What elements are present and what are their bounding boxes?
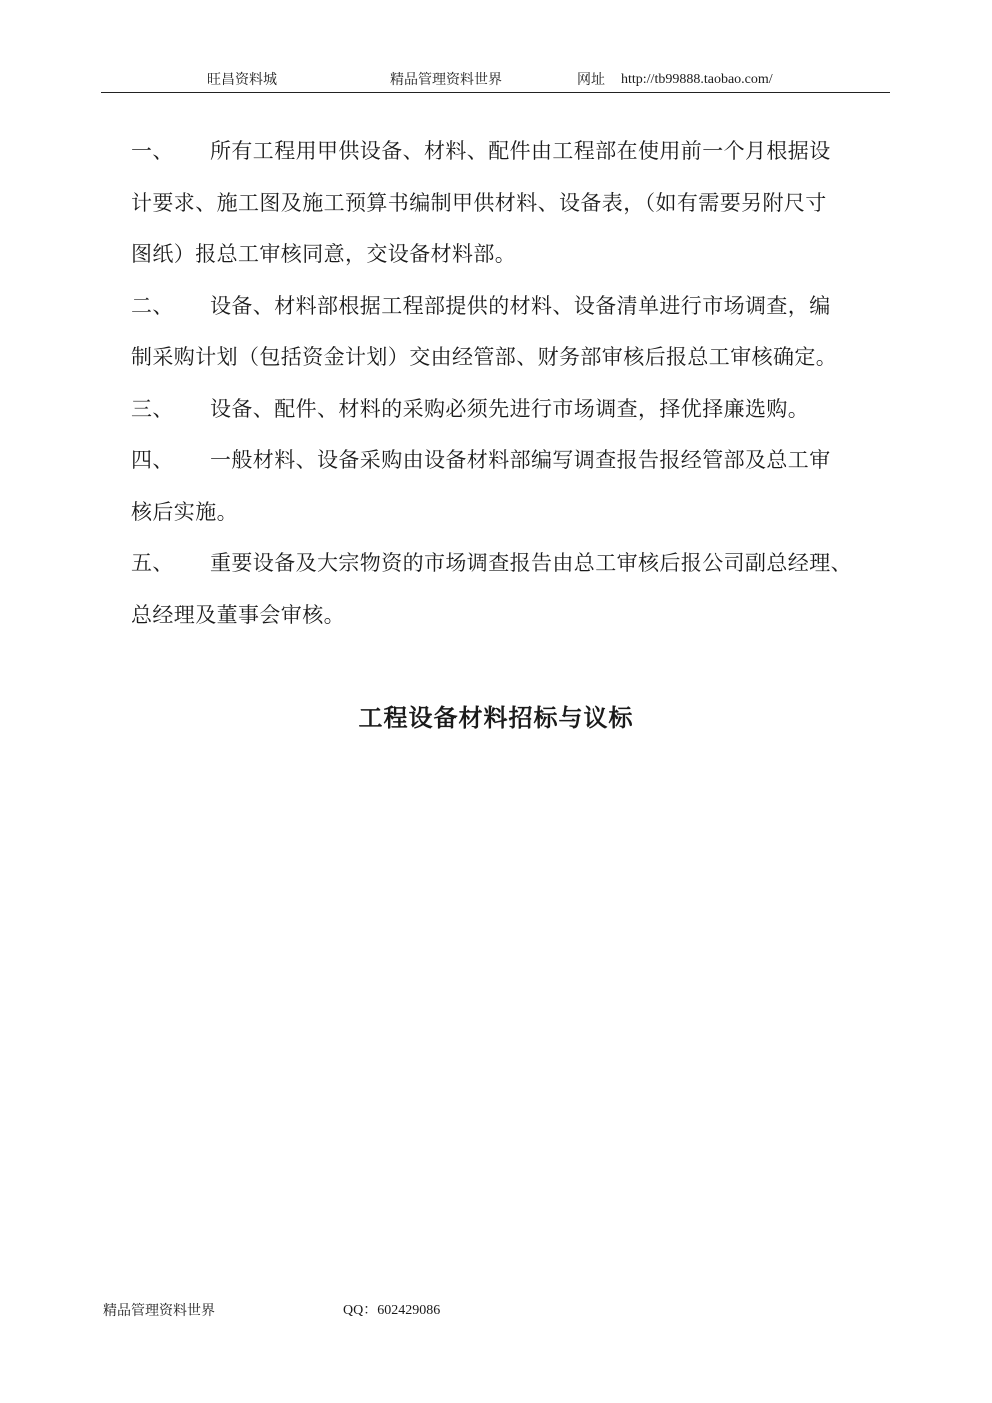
paragraph-4-cont (131, 487, 896, 539)
header-divider (101, 92, 890, 93)
paragraph-line: 核后实施。 (131, 499, 238, 524)
paragraph-number: 五、 (131, 551, 174, 575)
paragraph-4 (131, 435, 896, 487)
paragraph-5-cont (131, 590, 896, 642)
paragraph-line: 设备、配件、材料的采购必须先进行市场调查，择优择廉选购。 (210, 396, 810, 421)
paragraph-line: 重要设备及大宗物资的市场调查报告由总工审核后报公司副总经理、 (210, 551, 852, 575)
paragraph-line: 总经理及董事会审核。 (131, 602, 345, 627)
page-header (0, 70, 992, 94)
paragraph-line: 图纸）报总工审核同意，交设备材料部。 (131, 242, 517, 266)
header-site-label: 网址 (577, 72, 605, 88)
footer-world-name: 精品管理资料世界 (103, 1303, 215, 1319)
paragraph-5 (131, 538, 896, 590)
paragraph-line: 所有工程用甲供设备、材料、配件由工程部在使用前一个月根据设 (210, 139, 831, 163)
section-title: 工程设备材料招标与议标 (358, 704, 634, 732)
paragraph-number: 三、 (131, 396, 174, 421)
paragraph-2 (131, 281, 896, 333)
paragraph-1 (131, 126, 896, 178)
paragraph-number: 一、 (131, 139, 174, 163)
header-site-url[interactable]: http://tb99888.taobao.com/ (621, 72, 773, 87)
paragraph-line: 一般材料、设备采购由设备材料部编写调查报告报经管部及总工审 (210, 448, 831, 472)
paragraph-number: 二、 (131, 293, 174, 318)
footer-qq: QQ：602429086 (343, 1303, 441, 1318)
paragraph-1-cont (131, 229, 896, 281)
paragraph-3 (131, 384, 896, 436)
document-body (131, 126, 896, 641)
paragraph-2-cont (131, 332, 896, 384)
paragraph-number: 四、 (131, 448, 174, 472)
paragraph-1-cont (131, 178, 896, 230)
paragraph-line: 制采购计划（包括资金计划）交由经管部、财务部审核后报总工审核确定。 (131, 345, 838, 369)
header-shop-name: 旺昌资料城 (207, 72, 277, 88)
header-world-name: 精品管理资料世界 (390, 72, 502, 88)
paragraph-line: 设备、材料部根据工程部提供的材料、设备清单进行市场调查，编 (210, 293, 831, 318)
paragraph-line: 计要求、施工图及施工预算书编制甲供材料、设备表，（如有需要另附尺寸 (131, 190, 827, 215)
